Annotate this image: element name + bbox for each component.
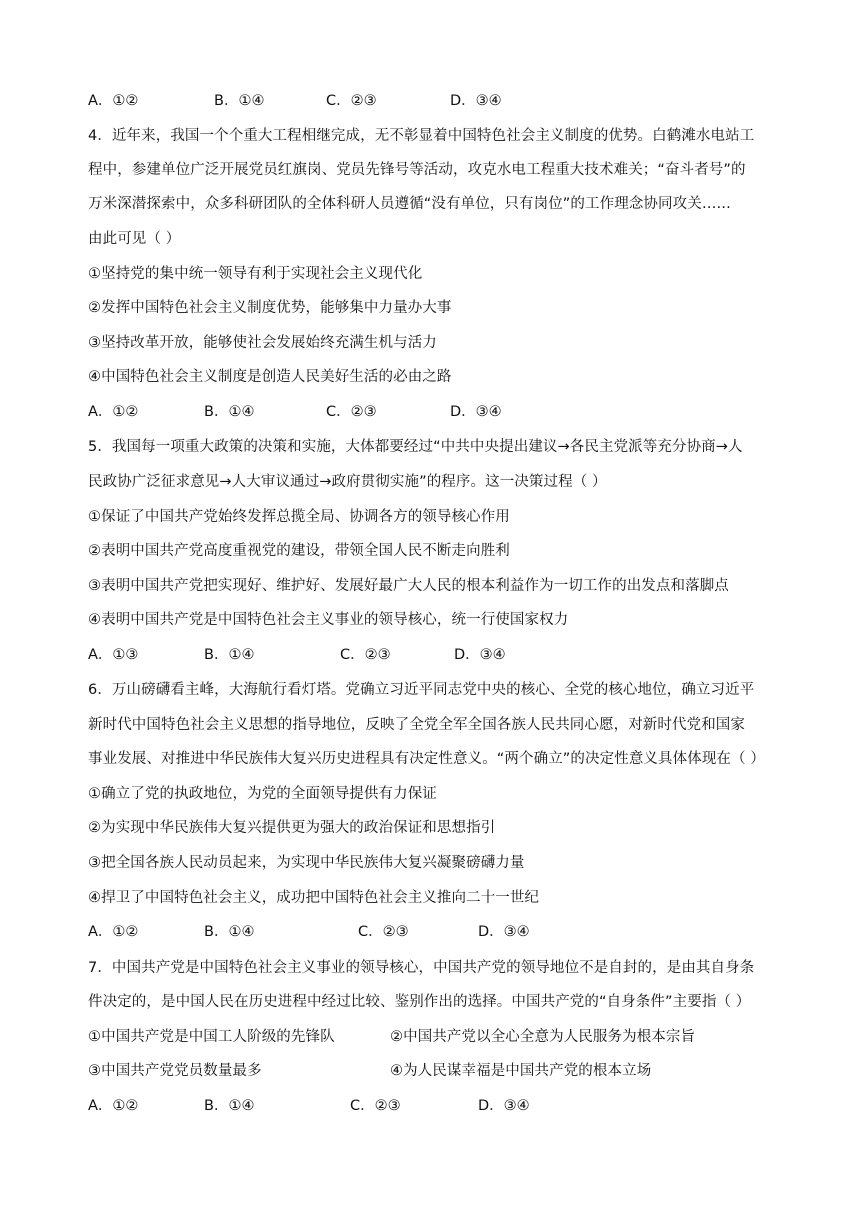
q4-stem-line: 由此可见（ ） bbox=[88, 231, 181, 247]
q5-option-a: A．①③ bbox=[88, 647, 139, 663]
q4-option-d: D．③④ bbox=[450, 404, 502, 420]
q6-option-d: D．③④ bbox=[478, 924, 530, 940]
q4-option-b: B．①④ bbox=[204, 404, 255, 420]
q7-stem-line: 件决定的，是中国人民在历史进程中经过比较、鉴别作出的选择。中国共产党的“自身条件”主要指（ ） bbox=[88, 994, 751, 1010]
q4-stem-line: 程中，参建单位广泛开展党员红旗岗、党员先锋号等活动，攻克水电工程重大技术难关；“奋斗者号”的 bbox=[88, 162, 746, 178]
q5-option-d: D．③④ bbox=[454, 647, 506, 663]
q5-stem-line: 5．我国每一项重大政策的决策和实施，大体都要经过“中共中央提出建议→各民主党派等充分协商→人 bbox=[88, 439, 743, 455]
q4-stem-line: 万米深潜探索中，众多科研团队的全体科研人员遵循“没有单位，只有岗位”的工作理念协同攻关…… bbox=[88, 196, 732, 212]
q5-item-2: ②表明中国共产党高度重视党的建设，带领全国人民不断走向胜利 bbox=[88, 543, 510, 559]
q4-option-a: A．①② bbox=[88, 404, 139, 420]
q4-item-4: ④中国特色社会主义制度是创造人民美好生活的必由之路 bbox=[88, 369, 452, 385]
q7-item-1: ①中国共产党是中国工人阶级的先锋队 bbox=[88, 1029, 335, 1045]
q7-options bbox=[88, 1096, 788, 1116]
q6-stem-line: 新时代中国特色社会主义思想的指导地位，反映了全党全军全国各族人民共同心愿，对新时代党和国家 bbox=[88, 717, 745, 733]
q4-item-1: ①坚持党的集中统一领导有利于实现社会主义现代化 bbox=[88, 266, 423, 282]
q6-options bbox=[88, 922, 788, 942]
q4-stem-line: 4．近年来，我国一个个重大工程相继完成，无不彰显着中国特色社会主义制度的优势。白鹤滩水电站工 bbox=[88, 128, 755, 144]
q4-options bbox=[88, 402, 788, 422]
q5-options bbox=[88, 645, 788, 665]
q6-item-2: ②为实现中华民族伟大复兴提供更为强大的政治保证和思想指引 bbox=[88, 820, 496, 836]
q7-item-4: ④为人民谋幸福是中国共产党的根本立场 bbox=[390, 1063, 652, 1079]
q7-option-a: A．①② bbox=[88, 1098, 139, 1114]
q7-option-c: C．②③ bbox=[350, 1098, 401, 1114]
q6-option-c: C．②③ bbox=[358, 924, 409, 940]
q5-stem-line: 民政协广泛征求意见→人大审议通过→政府贯彻实施”的程序。这一决策过程（ ） bbox=[88, 474, 607, 490]
q4-item-2: ②发挥中国特色社会主义制度优势，能够集中力量办大事 bbox=[88, 300, 452, 316]
q6-stem-line: 事业发展、对推进中华民族伟大复兴历史进程具有决定性意义。“两个确立”的决定性意义具体体现在（ ） bbox=[88, 751, 765, 767]
q6-item-1: ①确立了党的执政地位，为党的全面领导提供有力保证 bbox=[88, 786, 437, 802]
q7-option-d: D．③④ bbox=[478, 1098, 530, 1114]
q3-option-d: D．③④ bbox=[450, 93, 502, 109]
q6-stem-line: 6．万山磅礴看主峰，大海航行看灯塔。党确立习近平同志党中央的核心、全党的核心地位，确立习近平 bbox=[88, 682, 755, 698]
q6-option-a: A．①② bbox=[88, 924, 139, 940]
q7-item-3: ③中国共产党党员数量最多 bbox=[88, 1063, 262, 1079]
q3-option-c: C．②③ bbox=[326, 93, 377, 109]
q3-options bbox=[88, 91, 788, 111]
q7-item-2: ②中国共产党以全心全意为人民服务为根本宗旨 bbox=[390, 1029, 696, 1045]
q6-item-3: ③把全国各族人民动员起来，为实现中华民族伟大复兴凝聚磅礴力量 bbox=[88, 855, 525, 871]
q5-option-b: B．①④ bbox=[204, 647, 255, 663]
q5-item-3: ③表明中国共产党把实现好、维护好、发展好最广大人民的根本利益作为一切工作的出发点和落脚点 bbox=[88, 578, 729, 594]
q6-option-b: B．①④ bbox=[204, 924, 255, 940]
q4-item-3: ③坚持改革开放，能够使社会发展始终充满生机与活力 bbox=[88, 335, 437, 351]
q3-option-a: A．①② bbox=[88, 93, 139, 109]
q6-item-4: ④捍卫了中国特色社会主义，成功把中国特色社会主义推向二十一世纪 bbox=[88, 890, 540, 906]
q3-option-b: B．①④ bbox=[214, 93, 265, 109]
q5-item-1: ①保证了中国共产党始终发挥总揽全局、协调各方的领导核心作用 bbox=[88, 509, 510, 525]
q5-option-c: C．②③ bbox=[340, 647, 391, 663]
q7-option-b: B．①④ bbox=[204, 1098, 255, 1114]
q7-stem-line: 7．中国共产党是中国特色社会主义事业的领导核心，中国共产党的领导地位不是自封的，是由其自身条 bbox=[88, 960, 755, 976]
q5-item-4: ④表明中国共产党是中国特色社会主义事业的领导核心，统一行使国家权力 bbox=[88, 612, 569, 628]
q4-option-c: C．②③ bbox=[326, 404, 377, 420]
